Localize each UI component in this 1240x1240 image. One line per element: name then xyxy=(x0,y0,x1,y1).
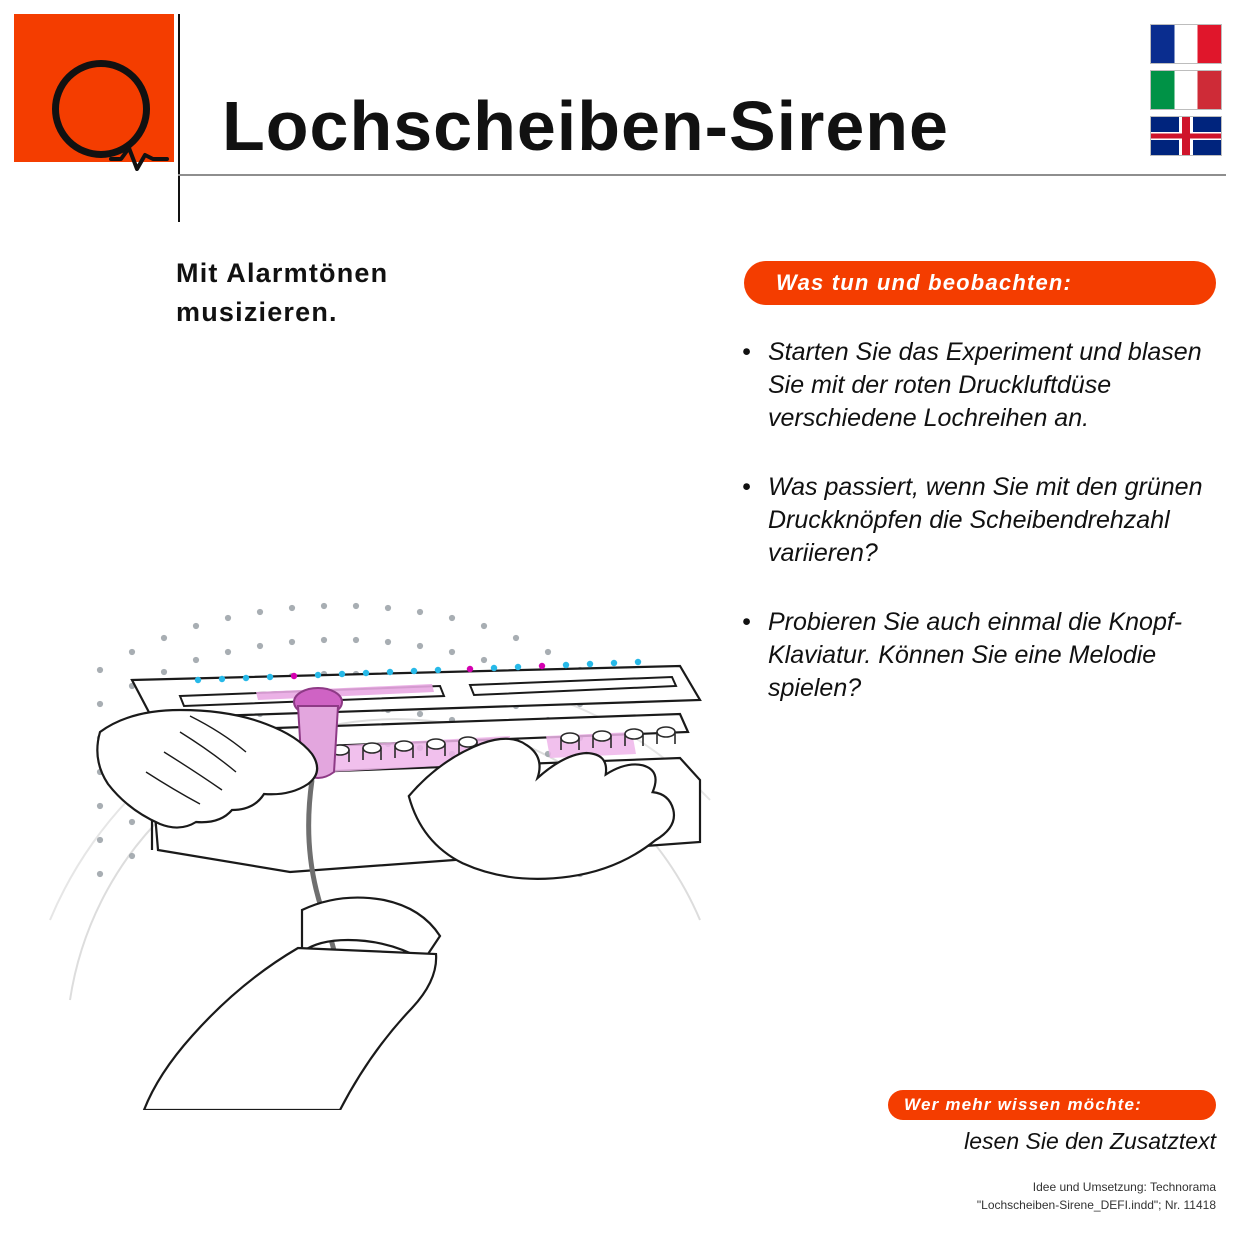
header-vertical-rule xyxy=(178,14,180,222)
instruction-text-2: Was passiert, wenn Sie mit den grünen Druckknöpfen die Scheibendrehzahl variieren? xyxy=(768,473,1203,567)
pulse-wave-icon xyxy=(109,145,169,171)
header-divider xyxy=(178,174,1226,176)
bullet-marker-icon: • xyxy=(742,338,751,366)
list-item xyxy=(742,606,1230,705)
section-subtitle xyxy=(176,254,636,332)
flag-italy-icon[interactable] xyxy=(1150,70,1222,110)
list-item xyxy=(742,471,1230,570)
language-flags xyxy=(1150,24,1222,162)
page-header xyxy=(0,0,1240,175)
flag-france-icon[interactable] xyxy=(1150,24,1222,64)
subtitle-line-1: Mit Alarmtönen xyxy=(176,258,389,288)
instruction-text-3: Probieren Sie auch einmal die Knopf-Klaviatur. Können Sie eine Melodie spielen? xyxy=(768,608,1183,702)
badge-more-info-label: Wer mehr wissen möchte: xyxy=(904,1095,1142,1114)
subtitle-line-2: musizieren. xyxy=(176,297,338,328)
list-item xyxy=(742,336,1230,435)
instructions-list xyxy=(742,336,1230,741)
credits-line-1: Idee und Umsetzung: Technorama xyxy=(1032,1180,1216,1194)
page-title: Lochscheiben-Sirene xyxy=(222,87,949,165)
bullet-marker-icon: • xyxy=(742,608,751,636)
bullet-marker-icon: • xyxy=(742,473,751,501)
badge-what-to-do-label: Was tun und beobachten: xyxy=(776,270,1073,295)
credits xyxy=(744,1178,1216,1214)
more-info-text: lesen Sie den Zusatztext xyxy=(964,1128,1216,1154)
badge-more-info xyxy=(888,1090,1216,1120)
pulse-wave-circle-icon xyxy=(52,60,150,158)
flag-uk-icon[interactable] xyxy=(1150,116,1222,156)
instruction-text-1: Starten Sie das Experiment und blasen Sie mit der roten Druckluftdüse verschiedene Lochreihen an. xyxy=(768,338,1202,432)
badge-what-to-do xyxy=(744,261,1216,305)
experiment-illustration xyxy=(40,380,740,1110)
logo-block xyxy=(14,14,174,162)
credits-line-2: "Lochscheiben-Sirene_DEFI.indd"; Nr. 11418 xyxy=(976,1198,1216,1212)
